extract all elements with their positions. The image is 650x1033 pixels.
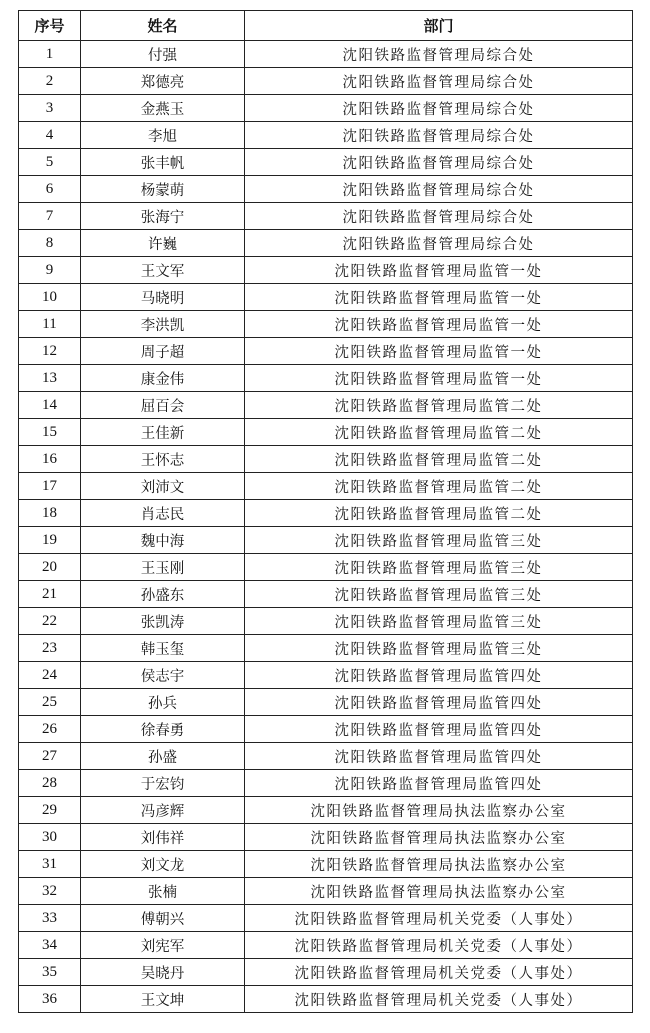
header-row [19,11,633,41]
row-name: 孙盛东 [81,581,245,608]
row-serial-number: 26 [19,716,81,743]
row-serial-number: 21 [19,581,81,608]
table-row [19,797,633,824]
row-name: 韩玉玺 [81,635,245,662]
row-name: 王玉刚 [81,554,245,581]
row-department: 沈阳铁路监督管理局综合处 [245,95,633,122]
row-department: 沈阳铁路监督管理局监管四处 [245,689,633,716]
row-name: 屈百会 [81,392,245,419]
row-serial-number: 34 [19,932,81,959]
row-serial-number: 10 [19,284,81,311]
row-department: 沈阳铁路监督管理局监管二处 [245,500,633,527]
table-row [19,365,633,392]
row-serial-number: 32 [19,878,81,905]
row-serial-number: 15 [19,419,81,446]
row-department: 沈阳铁路监督管理局监管一处 [245,311,633,338]
row-name: 李旭 [81,122,245,149]
row-department: 沈阳铁路监督管理局监管一处 [245,365,633,392]
table-row [19,500,633,527]
row-serial-number: 1 [19,41,81,68]
row-serial-number: 3 [19,95,81,122]
row-serial-number: 28 [19,770,81,797]
row-serial-number: 20 [19,554,81,581]
table-row [19,554,633,581]
row-name: 杨蒙萌 [81,176,245,203]
table-row [19,743,633,770]
row-serial-number: 30 [19,824,81,851]
table-row [19,284,633,311]
row-name: 周子超 [81,338,245,365]
row-serial-number: 29 [19,797,81,824]
row-name: 康金伟 [81,365,245,392]
row-serial-number: 18 [19,500,81,527]
row-department: 沈阳铁路监督管理局监管三处 [245,608,633,635]
row-serial-number: 13 [19,365,81,392]
row-serial-number: 35 [19,959,81,986]
row-department: 沈阳铁路监督管理局执法监察办公室 [245,797,633,824]
row-name: 魏中海 [81,527,245,554]
row-department: 沈阳铁路监督管理局监管二处 [245,446,633,473]
table-row [19,851,633,878]
row-serial-number: 7 [19,203,81,230]
row-department: 沈阳铁路监督管理局监管二处 [245,473,633,500]
row-serial-number: 25 [19,689,81,716]
row-department: 沈阳铁路监督管理局执法监察办公室 [245,824,633,851]
staff-roster-table [18,10,633,1013]
table-row [19,257,633,284]
row-name: 王文军 [81,257,245,284]
header-name: 姓名 [81,11,245,41]
table-row [19,122,633,149]
row-department: 沈阳铁路监督管理局综合处 [245,203,633,230]
table-row [19,473,633,500]
table-row [19,932,633,959]
row-department: 沈阳铁路监督管理局机关党委（人事处） [245,986,633,1013]
row-name: 肖志民 [81,500,245,527]
row-department: 沈阳铁路监督管理局综合处 [245,68,633,95]
row-name: 马晓明 [81,284,245,311]
row-name: 于宏钧 [81,770,245,797]
row-department: 沈阳铁路监督管理局监管三处 [245,554,633,581]
row-serial-number: 27 [19,743,81,770]
row-serial-number: 2 [19,68,81,95]
row-name: 张楠 [81,878,245,905]
row-department: 沈阳铁路监督管理局综合处 [245,149,633,176]
row-serial-number: 6 [19,176,81,203]
table-row [19,581,633,608]
table-row [19,959,633,986]
row-name: 王文坤 [81,986,245,1013]
table-row [19,986,633,1013]
table-row [19,41,633,68]
row-department: 沈阳铁路监督管理局监管一处 [245,257,633,284]
row-department: 沈阳铁路监督管理局监管四处 [245,770,633,797]
table-row [19,716,633,743]
row-department: 沈阳铁路监督管理局综合处 [245,122,633,149]
row-name: 刘沛文 [81,473,245,500]
row-department: 沈阳铁路监督管理局监管三处 [245,581,633,608]
row-department: 沈阳铁路监督管理局综合处 [245,41,633,68]
row-department: 沈阳铁路监督管理局综合处 [245,230,633,257]
table-row [19,95,633,122]
row-name: 付强 [81,41,245,68]
row-serial-number: 12 [19,338,81,365]
row-department: 沈阳铁路监督管理局监管四处 [245,716,633,743]
row-name: 张海宁 [81,203,245,230]
table-row [19,230,633,257]
header-department: 部门 [245,11,633,41]
row-serial-number: 24 [19,662,81,689]
table-row [19,770,633,797]
row-name: 金燕玉 [81,95,245,122]
row-name: 孙兵 [81,689,245,716]
row-department: 沈阳铁路监督管理局机关党委（人事处） [245,959,633,986]
table-row [19,311,633,338]
row-department: 沈阳铁路监督管理局执法监察办公室 [245,851,633,878]
row-serial-number: 33 [19,905,81,932]
row-name: 张凯涛 [81,608,245,635]
row-name: 李洪凯 [81,311,245,338]
row-department: 沈阳铁路监督管理局机关党委（人事处） [245,932,633,959]
row-serial-number: 36 [19,986,81,1013]
table-row [19,203,633,230]
row-serial-number: 8 [19,230,81,257]
table-row [19,662,633,689]
row-serial-number: 9 [19,257,81,284]
row-department: 沈阳铁路监督管理局监管二处 [245,419,633,446]
row-department: 沈阳铁路监督管理局监管四处 [245,743,633,770]
table-row [19,149,633,176]
row-name: 刘文龙 [81,851,245,878]
table-row [19,419,633,446]
table-row [19,527,633,554]
table-body [19,41,633,1013]
table-row [19,608,633,635]
row-name: 张丰帆 [81,149,245,176]
row-name: 王佳新 [81,419,245,446]
table-row [19,905,633,932]
header-serial-number: 序号 [19,11,81,41]
row-department: 沈阳铁路监督管理局综合处 [245,176,633,203]
row-serial-number: 17 [19,473,81,500]
row-serial-number: 16 [19,446,81,473]
row-department: 沈阳铁路监督管理局执法监察办公室 [245,878,633,905]
row-name: 傅朝兴 [81,905,245,932]
table-row [19,176,633,203]
row-name: 王怀志 [81,446,245,473]
table-row [19,878,633,905]
row-department: 沈阳铁路监督管理局监管三处 [245,527,633,554]
table-row [19,68,633,95]
row-serial-number: 23 [19,635,81,662]
row-name: 郑德亮 [81,68,245,95]
table-row [19,689,633,716]
table-row [19,635,633,662]
row-name: 侯志宇 [81,662,245,689]
table-header [19,11,633,41]
row-serial-number: 14 [19,392,81,419]
row-name: 徐春勇 [81,716,245,743]
row-serial-number: 5 [19,149,81,176]
row-name: 冯彦辉 [81,797,245,824]
row-department: 沈阳铁路监督管理局监管一处 [245,284,633,311]
row-serial-number: 4 [19,122,81,149]
row-name: 刘宪军 [81,932,245,959]
row-department: 沈阳铁路监督管理局监管四处 [245,662,633,689]
row-department: 沈阳铁路监督管理局机关党委（人事处） [245,905,633,932]
row-name: 吴晓丹 [81,959,245,986]
row-serial-number: 31 [19,851,81,878]
row-name: 孙盛 [81,743,245,770]
row-name: 许巍 [81,230,245,257]
table-row [19,824,633,851]
row-department: 沈阳铁路监督管理局监管三处 [245,635,633,662]
row-department: 沈阳铁路监督管理局监管一处 [245,338,633,365]
table-row [19,392,633,419]
row-serial-number: 11 [19,311,81,338]
row-name: 刘伟祥 [81,824,245,851]
table-row [19,446,633,473]
table-row [19,338,633,365]
row-serial-number: 22 [19,608,81,635]
row-department: 沈阳铁路监督管理局监管二处 [245,392,633,419]
row-serial-number: 19 [19,527,81,554]
